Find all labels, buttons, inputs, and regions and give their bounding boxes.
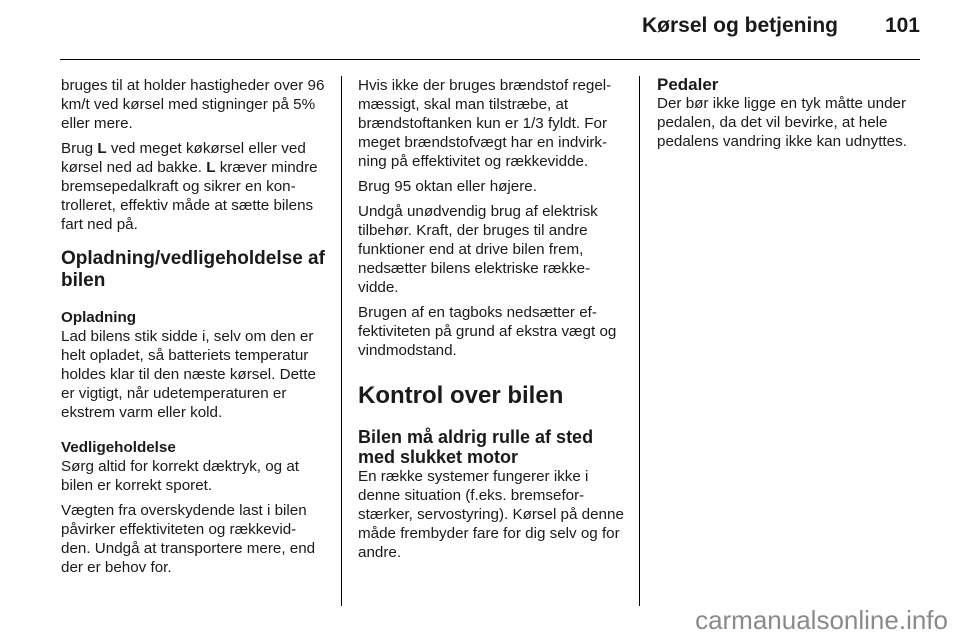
text: Brug [61,140,98,157]
section-heading-charging: Opladning/vedligeholdelse af bilen [61,248,325,291]
header-divider [60,59,920,60]
paragraph: bruges til at holder hastigheder over 96 km/t ved kørsel med stigninger på 5% eller mere. [61,77,325,132]
paragraph: Sørg altid for korrekt dæktryk, og at bilen er korrekt sporet. [61,458,300,494]
subheading-maintenance: Vedligeholdelse [61,439,176,456]
text: ved meget køkørsel eller ved kørsel ned ad bakke. [61,140,306,176]
paragraph: En række systemer fungerer ikke i denne situation (f.eks. bremsefor-stærker, servostyring). Kørsel på denne måde frembyder fare for dig selv og for andre. [358,468,624,561]
section-heading-control: Kontrol over bilen [358,382,564,409]
column-divider [341,76,342,606]
column-divider [639,76,640,606]
gear-l-bold: L [97,140,107,157]
page-number: 101 [884,14,920,37]
paragraph-brug-l [61,139,325,234]
text: kræver mindre bremsepedalkraft og sikrer en kon-trolleret, effektiv måde at sætte bilens fart ned på. [61,159,318,233]
column-3 [657,76,922,157]
column-2 [358,76,625,568]
header-title: Kørsel og betjening [641,14,838,37]
paragraph: Undgå unødvendig brug af elektrisk tilbehør. Kraft, der bruges til andre funktioner end at drive bilen frem, nedsætter bilens elektriske række-vidde. [358,203,598,296]
paragraph: Hvis ikke der bruges brændstof regel-mæssigt, skal man tilstræbe, at brændstoftanken kun er 1/3 fyldt. For meget brændstofvægt har en indvirk-ning på effektivitet og rækkevidde. [358,77,612,170]
gear-l-bold: L [206,159,216,176]
paragraph: Lad bilens stik sidde i, selv om den er helt opladet, så batteriets temperatur holdes klar til den næste kørsel. Dette er vigtigt, når udetemperaturen er ekstrem varm eller kold. [61,328,316,421]
watermark: carmanualsonline.info [695,605,948,635]
paragraph: Brugen af en tagboks nedsætter ef-fektiviteten på grund af ekstra vægt og vindmodstand. [358,304,617,359]
subheading-roll: Bilen må aldrig rulle af sted med slukket motor [358,427,594,467]
subheading-charging: Opladning [61,309,137,326]
column-1 [61,76,325,583]
paragraph: Brug 95 oktan eller højere. [358,178,537,195]
subheading-pedals: Pedaler [657,75,719,94]
paragraph: Der bør ikke ligge en tyk måtte under pedalen, da det vil bevirke, at hele pedalens vandring ikke kan udnyttes. [657,95,907,150]
paragraph: Vægten fra overskydende last i bilen påvirker effektiviteten og rækkevid-den. Undgå at transportere mere, end der er behov for. [61,502,316,576]
